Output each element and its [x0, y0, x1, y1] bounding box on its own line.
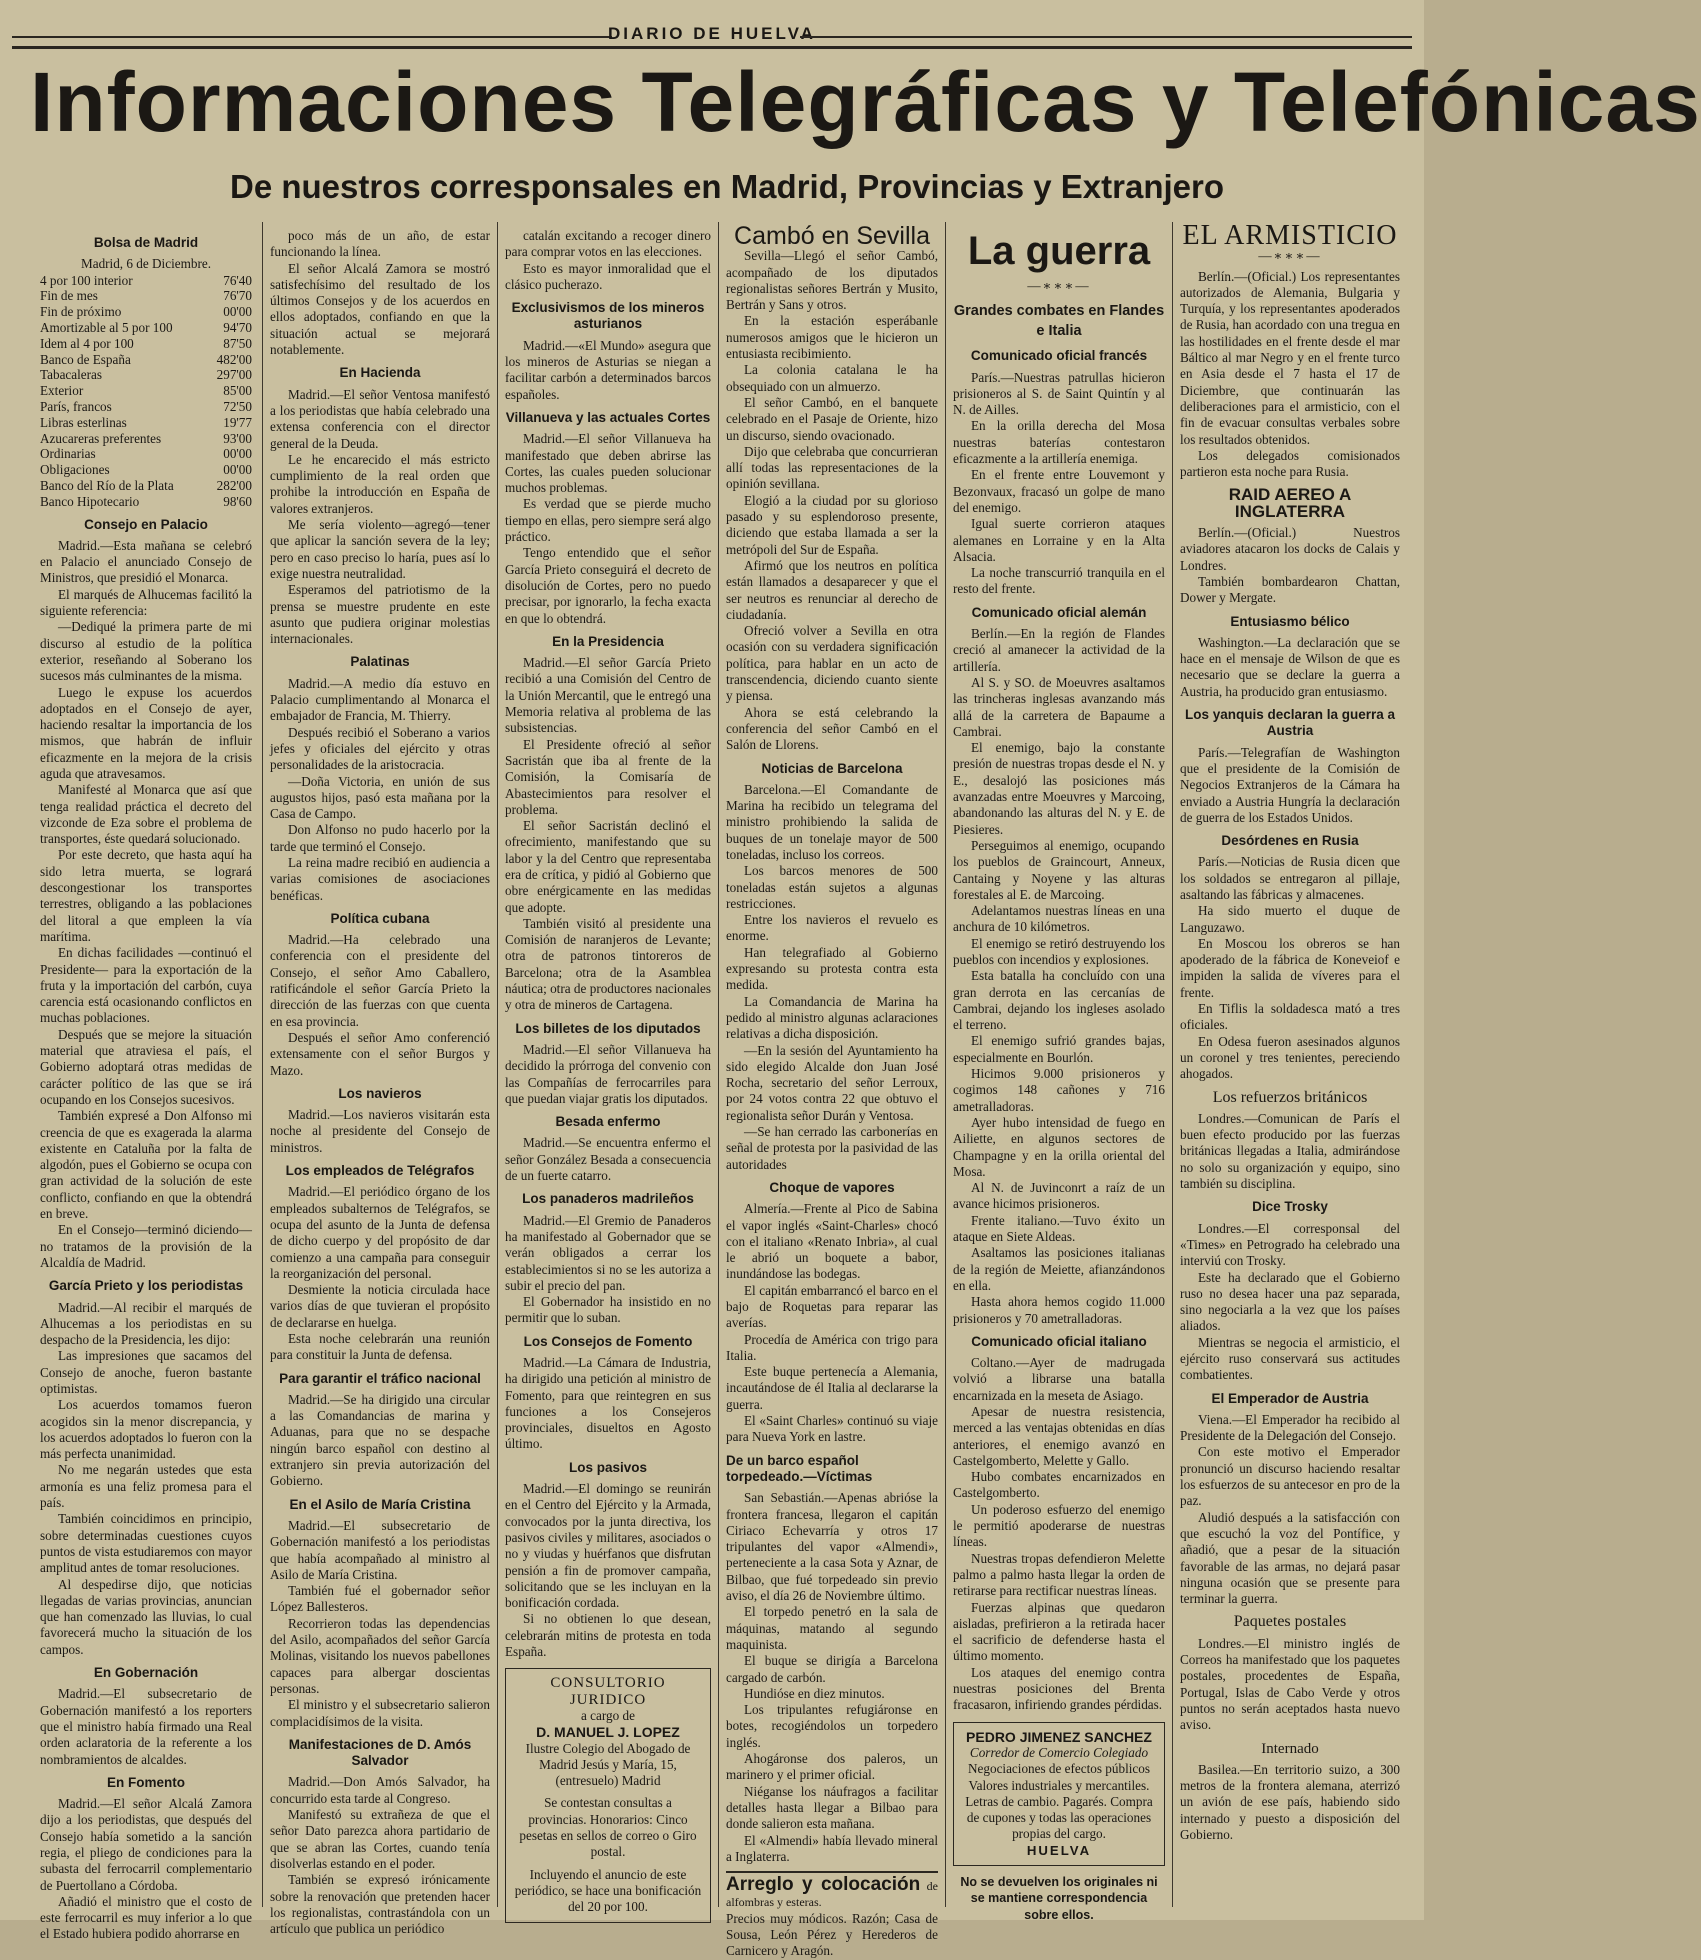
- paragraph: Madrid.—El Gremio de Panaderos ha manifestado al Gobernador que se verán obligados a cerrar los establecimientos si no se les autoriza a subir el precio del pan.: [505, 1212, 711, 1293]
- section-heading: Política cubana: [330, 910, 430, 926]
- section-heading: Villanueva y las actuales Cortes: [505, 409, 711, 425]
- paragraph: El torpedo penetró en la sala de máquinas, matando al segundo maquinista.: [726, 1604, 938, 1652]
- quote-value: 76'40: [223, 272, 252, 288]
- section-heading: Bolsa de Madrid: [93, 235, 199, 250]
- paragraph: La noche transcurrió tranquila en el resto del frente.: [953, 565, 1165, 597]
- paragraph: Madrid.—Esta mañana se celebró en Palacio el anunciado Consejo de Ministros, que presidió el Monarca.: [40, 537, 252, 586]
- quote-label: Libras esterlinas: [40, 414, 127, 430]
- quote-value: 00'00: [223, 446, 252, 462]
- quote-label: París, francos: [40, 398, 112, 414]
- paragraph: Esto es mayor inmoralidad que el clásico pucherazo.: [505, 260, 711, 292]
- paragraph: Dijo que celebraba que concurrieran allí todas las representaciones de la opinión sevillana.: [726, 443, 938, 492]
- paragraph: Los acuerdos tomamos fueron acogidos sin la menor discrepancia, y los acuerdos adoptados lo fueron con la más perfecta unanimidad.: [40, 1397, 252, 1462]
- quote-label: Fin de próximo: [40, 304, 122, 320]
- paragraph: Frente italiano.—Tuvo éxito un ataque en Siete Aldeas.: [953, 1212, 1165, 1245]
- corredor-ad: [953, 1722, 1165, 1866]
- paragraph: El ministro y el subsecretario salieron complacidísimos de la visita.: [270, 1697, 490, 1729]
- paragraph: poco más de un año, de estar funcionando la línea.: [270, 228, 490, 260]
- paragraph: Madrid.—El señor Alcalá Zamora dijo a los periodistas, que después del Consejo había sometido a la sanción regia, el pliego de condiciones para la subasta del ferrocarril complementario de Puertollano a Córdoba.: [40, 1796, 252, 1893]
- paragraph: Ahora se está celebrando la conferencia del señor Cambó en el Salón de Llorens.: [726, 704, 938, 753]
- paragraph: Me sería violento—agregó—tener que aplicar la sanción severa de la ley; pero en caso preciso lo haría, pues así lo exige nuestra neutralidad.: [270, 517, 490, 581]
- section-heading: Comunicado oficial francés: [970, 348, 1148, 364]
- quote-row: [40, 383, 252, 399]
- paragraph: El «Saint Charles» continuó su viaje para Nueva York en lastre.: [726, 1413, 938, 1445]
- paragraph: Esta noche celebrarán una reunión para constituir la Junta de defensa.: [270, 1331, 490, 1363]
- paragraph: Adelantamos nuestras líneas en una anchura de 10 kilómetros.: [953, 903, 1165, 935]
- paragraph: Este buque pertenecía a Alemania, incautándose de él Italia al declararse la guerra.: [726, 1364, 938, 1412]
- paragraph: Madrid.—«El Mundo» asegura que los mineros de Asturias se niegan a facilitar carbón a determinados barcos españoles.: [505, 337, 711, 402]
- paragraph: Nuestras tropas defendieron Melette palmo a palmo hasta llegar la orden de retirarse para rectificar nuestras líneas.: [953, 1550, 1165, 1599]
- paragraph: Desmiente la noticia circulada hace varios días de que tuvieran el propósito de declararse en huelga.: [270, 1282, 490, 1330]
- paragraph: Madrid.—El señor García Prieto recibió a una Comisión del Centro de la Unión Mercantil, que le entregó una Memoria relativa al problema de las subsistencias.: [505, 655, 711, 736]
- paragraph: Elogió a la ciudad por su glorioso pasado y su esplendoroso presente, diciendo que estaba llamada a ser la metrópoli del Sur de España.: [726, 492, 938, 557]
- section-heading: Los panaderos madrileños: [522, 1191, 694, 1207]
- paragraph: Le he encarecido el más estricto cumplimiento de la real orden que prohibe la introducción en España de valores extranjeros.: [270, 451, 490, 516]
- ornament: —∗∗∗—: [1027, 278, 1091, 293]
- paragraph: Los delegados comisionados partieron esta noche para Rusia.: [1180, 447, 1400, 480]
- paragraph: Después el señor Amo conferenció extensamente con el señor Burgos y Mazo.: [270, 1029, 490, 1078]
- paragraph: El enemigo, bajo la constante presión de nuestras tropas desde el N. y E., desalojó las posiciones más avanzadas entre Moeuvres y Marcoing, abandonando las alturas del N. y E. de Piesieres.: [953, 740, 1165, 837]
- paragraph: Basilea.—En territorio suizo, a 300 metros de la frontera alemana, aterrizó un avión de ese país, habiendo sido internado y puesto a disposición del Gobierno.: [1180, 1761, 1400, 1843]
- quote-row: [40, 352, 252, 368]
- section-heading: Manifestaciones de D. Amós Salvador: [288, 1736, 472, 1769]
- paragraph: París.—Noticias de Rusia dicen que los soldados se entregaron al pillaje, asaltando las fábricas y almacenes.: [1180, 854, 1400, 902]
- consultorio-ad: [505, 1668, 711, 1922]
- paragraph: Madrid.—Se ha dirigido una circular a las Comandancias de marina y Aduanas, para que no se despache ningún barco español con destino al extranjero sin previa autorización del Gobierno.: [270, 1391, 490, 1489]
- section-heading: Grandes combates en Flandes e Italia: [953, 303, 1165, 340]
- quote-value: 482'00: [216, 351, 252, 367]
- column-rule: [262, 222, 263, 1907]
- quote-label: Tabacaleras: [40, 367, 103, 383]
- paragraph: Mientras se negocia el armisticio, el ejército ruso conservará sus actitudes combatientes.: [1180, 1334, 1400, 1383]
- paragraph: El señor Cambó, en el banquete celebrado en el Pasaje de Oriente, hizo un discurso, siendo ovacionado.: [726, 394, 938, 443]
- paragraph: Los barcos menores de 500 toneladas están sujetos a algunas restricciones.: [726, 863, 938, 911]
- paragraph: Madrid.—El periódico órgano de los empleados subalternos de Telégrafos, se ocupa del asunto de la Junta de defensa de dicho cuerpo y del propósito de dar comienzo a una campaña para conseguir la reorganización del personal.: [270, 1184, 490, 1281]
- paragraph: Manifesté al Monarca que así que tenga realidad práctica el decreto del vizconde de Eza sobre el problema de transportes, éste quedará solucionado.: [40, 782, 252, 847]
- quote-label: Azucareras preferentes: [40, 430, 162, 446]
- paragraph: En dichas facilidades —continuó el Presidente— para la exportación de la fruta y la importación del carbón, cuya carencia está ocasionando conflictos en muchas poblaciones.: [40, 945, 252, 1026]
- paragraph: Londres.—El ministro inglés de Correos ha manifestado que los paquetes postales, procedentes de España, Portugal, Islas de Cabo Verde y otros puntos no serán aceptados hasta nuevo aviso.: [1180, 1635, 1400, 1733]
- section-heading: Paquetes postales: [1233, 1613, 1347, 1631]
- quote-row: [40, 431, 252, 447]
- section-heading: EL ARMISTICIO: [1182, 220, 1398, 251]
- paragraph: Madrid.—Al recibir el marqués de Alhucemas a los periodistas en su despacho de la Presidencia, les dijo:: [40, 1299, 252, 1348]
- paragraph: Tengo entendido que el señor García Prieto conseguirá el decreto de disolución de Cortes, pero no puedo precisar, por ignorarlo, la fecha exacta en que lo obtendrá.: [505, 545, 711, 626]
- paragraph: El Gobernador ha insistido en no permitir que lo suban.: [505, 1294, 711, 1326]
- quote-row: [40, 462, 252, 478]
- quote-value: 19'77: [223, 414, 252, 430]
- section-heading: Los pasivos: [568, 1459, 648, 1475]
- paragraph: —Dediqué la primera parte de mi discurso al estudio de la política exterior, reseñando al Soberano los sucesos más culminantes de la misma.: [40, 619, 252, 684]
- quote-row: [40, 320, 252, 336]
- ad-title: CONSULTORIO JURIDICO: [550, 1675, 666, 1708]
- section-heading: Para garantir el tráfico nacional: [279, 1370, 481, 1386]
- quote-value: 72'50: [223, 398, 252, 414]
- quote-label: Obligaciones: [40, 462, 110, 478]
- paragraph: Los tripulantes refugiáronse en botes, recogiéndolos un torpedero inglés.: [726, 1702, 938, 1750]
- paragraph: —Doña Victoria, en unión de sus augustos hijos, pasó esta mañana por la Casa de Campo.: [270, 773, 490, 822]
- paragraph: Añadió el ministro que el costo de este ferrocarril es muy inferior a lo que el Estado hubiera podido ahorrarse en: [40, 1893, 252, 1942]
- paragraph: Washington.—La declaración que se hace en el mensaje de Wilson de que es necesario que se declare la guerra a Austria, ha producido gran entusiasmo.: [1180, 634, 1400, 699]
- ad-city: HUELVA: [1026, 1842, 1092, 1858]
- paragraph: catalán excitando a recoger dinero para comprar votos en las elecciones.: [505, 228, 711, 260]
- paragraph: La reina madre recibió en audiencia a varias comisiones de asociaciones benéficas.: [270, 854, 490, 903]
- paragraph: Igual suerte corrieron ataques alemanes en Lorraine y en la Alta Alsacia.: [953, 516, 1165, 564]
- quote-value: 00'00: [223, 462, 252, 478]
- section-heading: La guerra: [967, 229, 1151, 273]
- quote-value: 87'50: [223, 335, 252, 351]
- section-heading: Entusiasmo bélico: [1230, 613, 1350, 629]
- paragraph: Madrid.—A medio día estuvo en Palacio cumplimentando al Monarca el embajador de Francia, M. Thierry.: [270, 675, 490, 724]
- paragraph: Recorrieron todas las dependencias del Asilo, acompañados del señor García Molinas, visitando los nuevos pabellones capaces para albergar doscientas personas.: [270, 1615, 490, 1696]
- paragraph: San Sebastián.—Apenas abrióse la frontera francesa, llegaron el capitán Ciriaco Echevarría y otros 17 tripulantes del vapor «Almendi», perteneciente a la casa Sota y Aznar, de Bilbao, que fué torpedeado sin previo aviso, el día 26 de Noviembre último.: [726, 1490, 938, 1604]
- paragraph: En el frente entre Louvemont y Bezonvaux, fracasó un golpe de mano del enemigo.: [953, 467, 1165, 515]
- paragraph: Berlín.—(Oficial.) Los representantes autorizados de Alemania, Bulgaria y Turquía, y los representantes apoderados de Rusia, han acordado con una tregua en las hostilidades en el frente desde el mar Báltico al mar Negro y en el frente turco en Asia desde el 7 hasta el 17 de Diciembre, que continuarán las deliberaciones para el armisticio, con el fin de evacuar consultas verbales sobre los resultados obtenidos.: [1180, 268, 1400, 447]
- quote-label: Banco del Río de la Plata: [40, 477, 174, 493]
- paragraph: El Presidente ofreció al señor Sacristán que iba al frente de la Comisión, la Comisaría de Abastecimientos para resolver el problema.: [505, 736, 711, 817]
- section-heading: En el Asilo de María Cristina: [289, 1496, 471, 1512]
- section-heading: Los refuerzos británicos: [1212, 1088, 1368, 1106]
- page-subtitle: De nuestros corresponsales en Madrid, Provincias y Extranjero: [230, 168, 1225, 205]
- dateline: Madrid, 6 de Diciembre.: [80, 256, 211, 272]
- paragraph: Ofreció volver a Sevilla en otra ocasión con su verdadera significación política, para hablar en un acto de transcendencia, diciendo cuanto siente y piensa.: [726, 623, 938, 704]
- ad-text: Incluyendo el anuncio de este periódico, se hace una bonificación del 20 por 100.: [514, 1866, 702, 1915]
- paragraph: Hubo combates encarnizados en Castelgomberto.: [953, 1469, 1165, 1501]
- paragraph: Al despedirse dijo, que noticias llegadas de varias provincias, anuncian que han comenzado las lluvias, lo cual favorecerá mucho la situación de los campos.: [40, 1576, 252, 1657]
- paragraph: El buque se dirigía a Barcelona cargado de carbón.: [726, 1653, 938, 1685]
- paragraph: Londres.—Comunican de París el buen efecto producido por las fuerzas británicas llegadas a Italia, admirándose no solo su organización y equipo, sino también su disciplina.: [1180, 1110, 1400, 1192]
- section-heading: RAID AEREO A INGLATERRA: [1228, 485, 1352, 521]
- quote-row: [40, 288, 252, 304]
- paragraph: Han telegrafiado al Gobierno expresando su protesta contra esta medida.: [726, 944, 938, 993]
- paragraph: El «Almendi» había llevado mineral a Inglaterra.: [726, 1832, 938, 1864]
- paragraph: Coltano.—Ayer de madrugada volvió a librarse una batalla encarnizada en la meseta de Asiago.: [953, 1355, 1165, 1403]
- column-3: [505, 228, 711, 1915]
- section-heading: El Emperador de Austria: [1211, 1390, 1369, 1406]
- paragraph: Niéganse los náufragos a facilitar detalles hasta llegar a Bilbao para donde salieron esta mañana.: [726, 1783, 938, 1832]
- paragraph: Barcelona.—El Comandante de Marina ha recibido un telegrama del ministro prohibiendo la salida de buques de un tonelaje mayor de 500 toneladas, incluso los correos.: [726, 781, 938, 862]
- section-heading: García Prieto y los periodistas: [48, 1278, 244, 1294]
- quote-row: [40, 478, 252, 494]
- paragraph: Madrid.—Ha celebrado una conferencia con el presidente del Consejo, el señor Amo Caballero, ratificándole el señor García Prieto la dirección de las fuerzas con que cuenta en esa provincia.: [270, 932, 490, 1029]
- quote-value: 282'00: [216, 477, 252, 493]
- paragraph: Este ha declarado que el Gobierno ruso no desea hacer una paz separada, sino negociarla a la vez que los países aliados.: [1180, 1269, 1400, 1334]
- paragraph: El señor Sacristán declinó el ofrecimiento, manifestando que su labor y la del Centro que representaba era de crítica, y pidió al Gobierno que obre enérgicamente en las medidas que adopte.: [505, 818, 711, 915]
- paragraph: Por este decreto, que hasta aquí ha sido letra muerta, se logrará descongestionar los transportes terrestres, obligando a las poblaciones del litoral a que empleen la vía marítima.: [40, 847, 252, 944]
- page-title: Informaciones Telegráficas y Telefónicas: [30, 55, 1701, 149]
- paragraph: Berlín.—En la región de Flandes creció al amanecer la actividad de la artillería.: [953, 626, 1165, 674]
- quote-value: 93'00: [223, 430, 252, 446]
- paragraph: Viena.—El Emperador ha recibido al Presidente de la Delegación del Consejo.: [1180, 1411, 1400, 1444]
- quote-label: Idem al 4 por 100: [40, 335, 134, 351]
- newspaper-name: DIARIO DE HUELVA: [608, 24, 816, 43]
- paragraph: Al S. y SO. de Moeuvres asaltamos las trincheras inglesas avanzando más allá de la carretera de Bapaume a Cambrai.: [953, 674, 1165, 739]
- section-heading: En Fomento: [107, 1774, 185, 1790]
- paragraph: Madrid.—Se encuentra enfermo el señor González Besada a consecuencia de un fuerte catarro.: [505, 1135, 711, 1184]
- paragraph: La Comandancia de Marina ha pedido al ministro algunas aclaraciones relativas a dicha disposición.: [726, 993, 938, 1042]
- paragraph: Esta batalla ha concluído con una gran derrota en las cercanías de Cambrai, dejando los ingleses asolado el terreno.: [953, 968, 1165, 1033]
- paragraph: En el Consejo—terminó diciendo—no tratamos de la provisión de la Alcaldía de Madrid.: [40, 1222, 252, 1270]
- paragraph: También expresé a Don Alfonso mi creencia de que es exagerada la alarma existente en Cataluña por la falta de algodón, pues el Gobierno se ocupa con gran actividad de la solución de este conflicto, confiando en que la obtendrá en breve.: [40, 1108, 252, 1222]
- paragraph: Luego le expuse los acuerdos adoptados en el Consejo de ayer, haciendo resaltar la importancia de los mismos, que habrán de influir eficazmente en la mejora de la crisis aguda que atravesamos.: [40, 684, 252, 781]
- paragraph: Hundióse en diez minutos.: [744, 1685, 885, 1701]
- quote-row: [40, 304, 252, 320]
- column-4: [726, 222, 938, 1959]
- quote-value: 00'00: [223, 304, 252, 320]
- paragraph: Ayer hubo intensidad de fuego en Ailiette, en algunos sectores de Champagne y en la orilla oriental del Mosa.: [953, 1114, 1165, 1179]
- paragraph: Después recibió el Soberano a varios jefes y oficiales del ejército y otras personalidades de la aristocracia.: [270, 724, 490, 773]
- column-rule: [718, 222, 719, 1907]
- paragraph: Madrid.—El subsecretario de Gobernación manifestó a los periodistas que había acompañado al ministro al Asilo de María Cristina.: [270, 1517, 490, 1582]
- paragraph: Madrid.—Don Amós Salvador, ha concurrido esta tarde al Congreso.: [270, 1774, 490, 1806]
- paragraph: Hasta ahora hemos cogido 11.000 prisioneros y 70 ametralladoras.: [953, 1294, 1165, 1326]
- quote-value: 76'70: [223, 288, 252, 304]
- paragraph: En Moscou los obreros se han apoderado de la fábrica de Koneveiof e impiden la salida de víveres para el frente.: [1180, 935, 1400, 1000]
- paragraph: Las impresiones que sacamos del Consejo de anoche, fueron bastante optimistas.: [40, 1348, 252, 1396]
- section-heading: Exclusivismos de los mineros asturianos: [511, 300, 705, 332]
- column-rule: [1172, 222, 1173, 1907]
- section-heading: En Hacienda: [339, 365, 421, 381]
- section-heading: Choque de vapores: [769, 1179, 895, 1195]
- paragraph: Madrid.—La Cámara de Industria, ha dirigido una petición al ministro de Fomento, para que reintegren en sus funciones a los Consejeros provinciales, disueltos en Agosto último.: [505, 1355, 711, 1452]
- header-rule: [12, 46, 1412, 49]
- paragraph: Ahogáronse dos paleros, un marinero y el primer oficial.: [726, 1751, 938, 1783]
- quote-label: Fin de mes: [40, 288, 98, 304]
- paragraph: Madrid.—El domingo se reunirán en el Centro del Ejército y la Armada, convocados por la junta directiva, los pasivos civiles y militares, asociados o no y viudas y huérfanos que disfrutan pensión a fin de promover campaña, solicitando que se les incluyan en la bonificación cordada.: [505, 1481, 711, 1611]
- paragraph: En la orilla derecha del Mosa nuestras baterías contestaron eficazmente a la artillería enemiga.: [953, 418, 1165, 467]
- paragraph: Afirmó que los neutros en política están llamados a desaparecer y que el ser neutros es renunciar al derecho de ciudadanía.: [726, 557, 938, 622]
- section-heading: Consejo en Palacio: [84, 516, 208, 532]
- quote-row: [40, 415, 252, 431]
- column-rule: [945, 222, 946, 1907]
- paragraph: En Odesa fueron asesinados algunos un coronel y tres tenientes, pereciendo ahogados.: [1180, 1033, 1400, 1082]
- paragraph: Con este motivo el Emperador pronunció un discurso haciendo resaltar los esfuerzos de su antecesor en pro de la paz.: [1180, 1444, 1400, 1509]
- paragraph: Almería.—Frente al Pico de Sabina el vapor inglés «Saint-Charles» chocó con el italiano «Renato Inbria», al cual le abrió un boquete a babor, inundándose las bodegas.: [726, 1201, 938, 1282]
- ad-title: Arreglo y colocación: [726, 1874, 921, 1896]
- paragraph: París.—Nuestras patrullas hicieron prisioneros al S. de Saint Quintín y al N. de Ailles.: [953, 369, 1165, 418]
- quote-row: [40, 273, 252, 289]
- paragraph: Perseguimos al enemigo, ocupando los pueblos de Graincourt, Anneux, Cantaing y Noyene y las alturas forestales al E. de Marcoing.: [953, 837, 1165, 902]
- section-heading: Noticias de Barcelona: [761, 760, 903, 776]
- ad-text: Se contestan consultas a provincias. Honorarios: Cinco pesetas en sellos de correo o Giro postal.: [519, 1795, 697, 1860]
- paragraph: Asaltamos las posiciones italianas de la región de Meiette, afianzándonos en ella.: [953, 1245, 1165, 1293]
- section-heading: De un barco español torpedeado.—Víctimas: [726, 1452, 873, 1484]
- paragraph: Es verdad que se pierde mucho tiempo en ellas, pero siempre será algo práctico.: [505, 496, 711, 545]
- section-heading: Besada enfermo: [555, 1114, 661, 1130]
- section-heading: Dice Trosky: [1252, 1199, 1328, 1215]
- top-rule-right: [800, 36, 1412, 38]
- ornament: —∗∗∗—: [1258, 248, 1322, 264]
- quote-label: Ordinarias: [40, 446, 96, 462]
- paragraph: —Se han cerrado las carbonerías en señal de protesta por la pasividad de las autoridades: [726, 1124, 938, 1172]
- section-heading: Los billetes de los diputados: [515, 1020, 701, 1036]
- paragraph: Sevilla—Llegó el señor Cambó, acompañado de los diputados regionalistas señores Bertrán y Musito, Bertrán y Sans y otros.: [726, 248, 938, 313]
- paragraph: En Tiflis la soldadesca mató a tres oficiales.: [1180, 1001, 1400, 1033]
- paragraph: Madrid.—El señor Ventosa manifestó a los periodistas que había celebrado una extensa conferencia con el director general de la Deuda.: [270, 386, 490, 451]
- paragraph: —En la sesión del Ayuntamiento ha sido elegido Alcalde don Juan José Rocha, secretario del señor Lerroux, por 24 votos contra 22 que obtuvo el regionalista señor Durán y Ventosa.: [726, 1042, 938, 1123]
- paragraph: También bombardearon Chattan, Dower y Mergate.: [1180, 573, 1400, 606]
- paragraph: Los ataques del enemigo contra nuestras posiciones del Brenta fracasaron, infiriendo grandes pérdidas.: [953, 1664, 1165, 1713]
- paragraph: Madrid.—El señor Villanueva ha manifestado que deben abrirse las Cortes, las cuales pueden solucionar muchos problemas.: [505, 431, 711, 496]
- paragraph: No me negarán ustedes que esta armonía es una feliz promesa para el país.: [40, 1462, 252, 1511]
- quote-label: Banco de España: [40, 351, 131, 367]
- paragraph: La colonia catalana le ha obsequiado con un almuerzo.: [726, 362, 938, 394]
- paragraph: Esperamos del patriotismo de la prensa se muestre prudente en este asunto que pudiera originar molestias internacionales.: [270, 582, 490, 647]
- notice: No se devuelven los originales ni se mantiene correspondencia sobre ellos.: [960, 1875, 1158, 1922]
- section-heading: Los Consejos de Fomento: [523, 1333, 693, 1349]
- quote-value: 98'60: [223, 493, 252, 509]
- column-5: [953, 228, 1165, 1922]
- ad-name: PEDRO JIMENEZ SANCHEZ: [966, 1728, 1152, 1745]
- paragraph: Madrid.—Los navieros visitarán esta noche al presidente del Consejo de ministros.: [270, 1107, 490, 1155]
- section-heading: En la Presidencia: [552, 633, 664, 649]
- section-heading: Cambó en Sevilla: [734, 222, 930, 250]
- ad-text: Ilustre Colegio del Abogado de Madrid Jesús y María, 15, (entresuelo) Madrid: [525, 1740, 691, 1789]
- paragraph: París.—Telegrafían de Washington que el presidente de la Comisión de Negocios Extranjeros de la Cámara ha enviado a Austria Hungría la declaración de guerra de los Estados Unidos.: [1180, 744, 1400, 825]
- paragraph: Don Alfonso no pudo hacerlo por la tarde que terminó el Consejo.: [270, 822, 490, 854]
- column-6: [1180, 220, 1400, 1908]
- ad-name: D. MANUEL J. LOPEZ: [536, 1724, 680, 1741]
- paragraph: También fué el gobernador señor López Ballesteros.: [270, 1583, 490, 1615]
- column-rule: [497, 222, 498, 1907]
- ad-text: Precios muy módicos. Razón; Casa de Sousa, León Pérez y Herederos de Carnicero y Aragón.: [726, 1910, 938, 1959]
- quote-row: [40, 494, 252, 510]
- paragraph: Manifestó su extrañeza de que el señor Dato parezca ahora partidario de que se abran las Cortes, cuando tenía disolverlas estando en el poder.: [270, 1807, 490, 1871]
- paragraph: Entre los navieros el revuelo es enorme.: [726, 912, 938, 944]
- paragraph: También se expresó irónicamente sobre la renovación que pretenden hacer los regionalistas, contrastándola con un artículo que publica un periódico: [270, 1872, 490, 1937]
- quote-label: Banco Hipotecario: [40, 493, 140, 509]
- paragraph: Madrid.—El señor Villanueva ha decidido la prórroga del convenio con las Compañías de ferrocarriles para que puedan viajar gratis los diputados.: [505, 1041, 711, 1106]
- section-heading: Los yanquis declaran la guerra a Austria: [1184, 707, 1396, 739]
- section-heading: Los navieros: [338, 1085, 422, 1101]
- quote-value: 85'00: [223, 383, 252, 399]
- quote-row: [40, 336, 252, 352]
- ad-text: de alfombras y esteras.: [726, 1879, 938, 1910]
- stock-quotes-table: [40, 273, 252, 510]
- section-heading: Los empleados de Telégrafos: [285, 1163, 475, 1179]
- paragraph: Hicimos 9.000 prisioneros y cogimos 148 cañones y 716 ametralladoras.: [953, 1066, 1165, 1114]
- quote-row: [40, 399, 252, 415]
- quote-label: Amortizable al 5 por 100: [40, 319, 173, 335]
- paragraph: Al N. de Juvinconrt a raíz de un avance hicimos prisioneros.: [953, 1180, 1165, 1212]
- paragraph: El enemigo se retiró destruyendo los pueblos con incendios y explosiones.: [953, 935, 1165, 967]
- section-heading: Desórdenes en Rusia: [1221, 833, 1359, 849]
- paragraph: También visitó al presidente una Comisión de naranjeros de Levante; otra de patronos tintoreros de Barcelona; otra de la Asamblea náutica; otra de productores nacionales y otra de mineros de Cartagena.: [505, 915, 711, 1013]
- section-heading: Palatinas: [350, 654, 410, 670]
- section-heading: Internado: [1261, 1740, 1319, 1757]
- quote-value: 94'70: [223, 319, 252, 335]
- quote-label: Exterior: [40, 383, 84, 399]
- ad-text: Negociaciones de efectos públicos Valores industriales y mercantiles. Letras de cambio. Pagarés. Compra de cupones y todas las operaciones propias del cargo.: [965, 1761, 1153, 1842]
- quote-row: [40, 446, 252, 462]
- paragraph: En la estación esperábanle numerosos amigos que le hicieron un entusiasta recibimiento.: [726, 313, 938, 362]
- paragraph: Ha sido muerto el duque de Languzawo.: [1180, 903, 1400, 935]
- paragraph: Londres.—El corresponsal del «Times» en Petrogrado ha celebrado una interviú con Trosky.: [1180, 1220, 1400, 1269]
- paragraph: Berlín.—(Oficial.) Nuestros aviadores atacaron los docks de Calais y Londres.: [1180, 525, 1400, 573]
- section-heading: Comunicado oficial alemán: [971, 604, 1147, 620]
- column-1: [40, 228, 252, 1942]
- paragraph: El señor Alcalá Zamora se mostró satisfechísimo del resultado de los últimos Consejos y de los acuerdos en ellos adoptados, confiando en que la situación actual se mejorará notablemente.: [270, 260, 490, 358]
- paragraph: Apesar de nuestra resistencia, merced a las ventajas obtenidas en días anteriores, el enemigo avanzó en Castelgomberto, Melette y Gallo.: [953, 1404, 1165, 1468]
- quote-label: 4 por 100 interior: [40, 272, 133, 288]
- quote-row: [40, 367, 252, 383]
- alfombras-ad: [726, 1871, 938, 1959]
- paragraph: El marqués de Alhucemas facilitó la siguiente referencia:: [40, 586, 252, 619]
- paragraph: Si no obtienen lo que desean, celebrarán mitins de protesta en toda España.: [505, 1611, 711, 1660]
- ad-text: a cargo de: [581, 1707, 635, 1723]
- ad-role: Corredor de Comercio Colegiado: [969, 1744, 1149, 1760]
- paragraph: También coincidimos en principio, sobre determinadas cuestiones cuyos puntos de vista estudiaremos con mayor amplitud antes de tomar resoluciones.: [40, 1511, 252, 1576]
- quote-value: 297'00: [216, 367, 252, 383]
- paragraph: Un poderoso esfuerzo del enemigo le permitió apoderarse de nuestras líneas.: [953, 1501, 1165, 1550]
- paragraph: Después que se mejore la situación material que atraviesa el país, el Gobierno adoptará otras medidas de carácter político de las que se irá ocupando en los Consejos sucesivos.: [40, 1026, 252, 1107]
- paragraph: Madrid.—El subsecretario de Gobernación manifestó a los reporters que el ministro había firmado una Real orden aclaratoria de la referente a los nombramientos de alcaldes.: [40, 1686, 252, 1767]
- section-heading: Comunicado oficial italiano: [971, 1333, 1147, 1349]
- paragraph: El capitán embarrancó el barco en el bajo de Roquetas para reparar las averías.: [726, 1282, 938, 1331]
- section-heading: En Gobernación: [93, 1665, 199, 1681]
- column-2: [270, 228, 490, 1937]
- paragraph: El enemigo sufrió grandes bajas, especialmente en Bourlón.: [953, 1033, 1165, 1065]
- paragraph: Fuerzas alpinas que quedaron aisladas, prefirieron a la retirada hacer el sacrificio de defenderse hasta el último momento.: [953, 1599, 1165, 1664]
- paragraph: Aludió después a la satisfacción con que escuchó la voz del Pontífice, y añadió, que a pesar de la situación favorable de las armas, no dejará pasar ninguna ocasión que se presente para terminar la guerra.: [1180, 1509, 1400, 1607]
- paragraph: Procedía de América con trigo para Italia.: [726, 1331, 938, 1363]
